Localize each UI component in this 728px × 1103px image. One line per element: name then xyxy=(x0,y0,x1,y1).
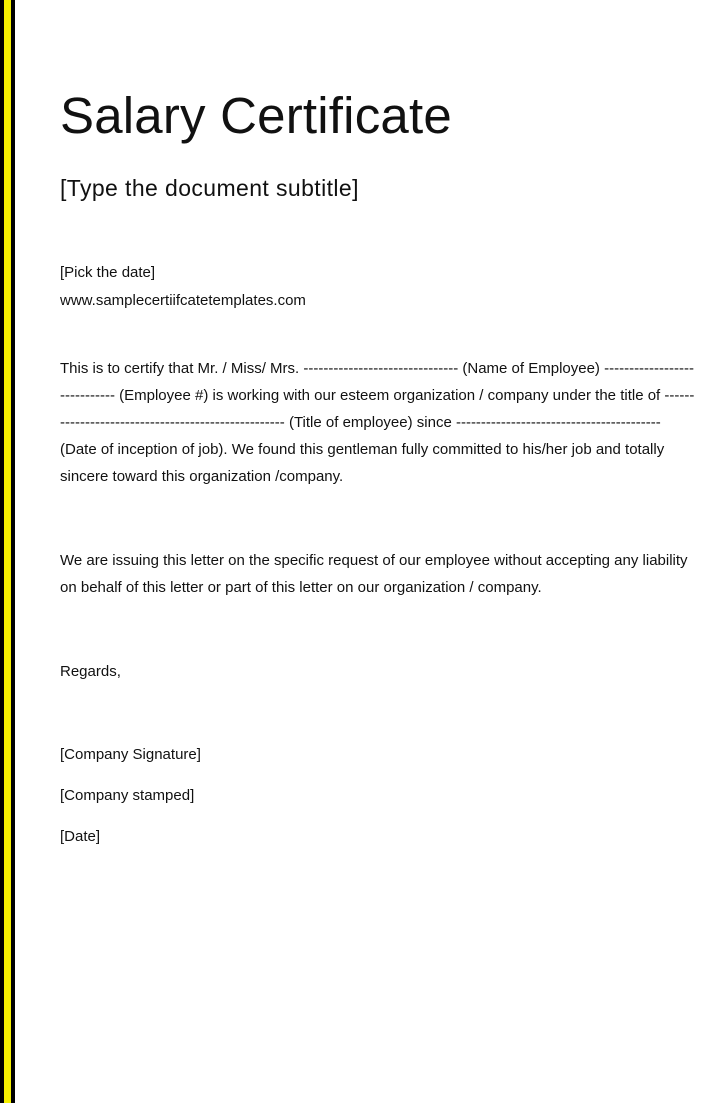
page-border-yellow xyxy=(4,0,11,1103)
paragraph-line: (Date of inception of job). We found this gentleman fully committed to his/her job and totally xyxy=(60,441,665,458)
final-date-placeholder[interactable]: [Date] xyxy=(60,828,101,845)
page-border-right-dark xyxy=(11,0,15,1103)
paragraph-line: --------------------------------------------- (Title of employee) since ----------------------------------------- xyxy=(60,414,661,431)
certification-paragraph xyxy=(60,355,728,490)
document-subtitle[interactable]: [Type the document subtitle] xyxy=(60,175,359,201)
paragraph-line: We are issuing this letter on the specific request of our employee without accepting any liability xyxy=(60,552,688,569)
company-stamp-placeholder[interactable]: [Company stamped] xyxy=(60,787,195,804)
document-title[interactable]: Salary Certificate xyxy=(60,87,452,144)
website-text: www.samplecertiifcatetemplates.com xyxy=(60,292,306,309)
issuing-paragraph xyxy=(60,547,728,601)
closing-regards: Regards, xyxy=(60,663,121,680)
paragraph-line: This is to certify that Mr. / Miss/ Mrs. ------------------------------- (Name of Employee) ------------------ xyxy=(60,360,695,377)
date-placeholder[interactable]: [Pick the date] xyxy=(60,264,156,281)
company-signature-placeholder[interactable]: [Company Signature] xyxy=(60,746,201,763)
document-page xyxy=(60,0,728,1103)
paragraph-line: on behalf of this letter or part of this letter on our organization / company. xyxy=(60,579,542,596)
paragraph-line: sincere toward this organization /company. xyxy=(60,468,344,485)
paragraph-line: ----------- (Employee #) is working with our esteem organization / company under the title of ------ xyxy=(60,387,695,404)
